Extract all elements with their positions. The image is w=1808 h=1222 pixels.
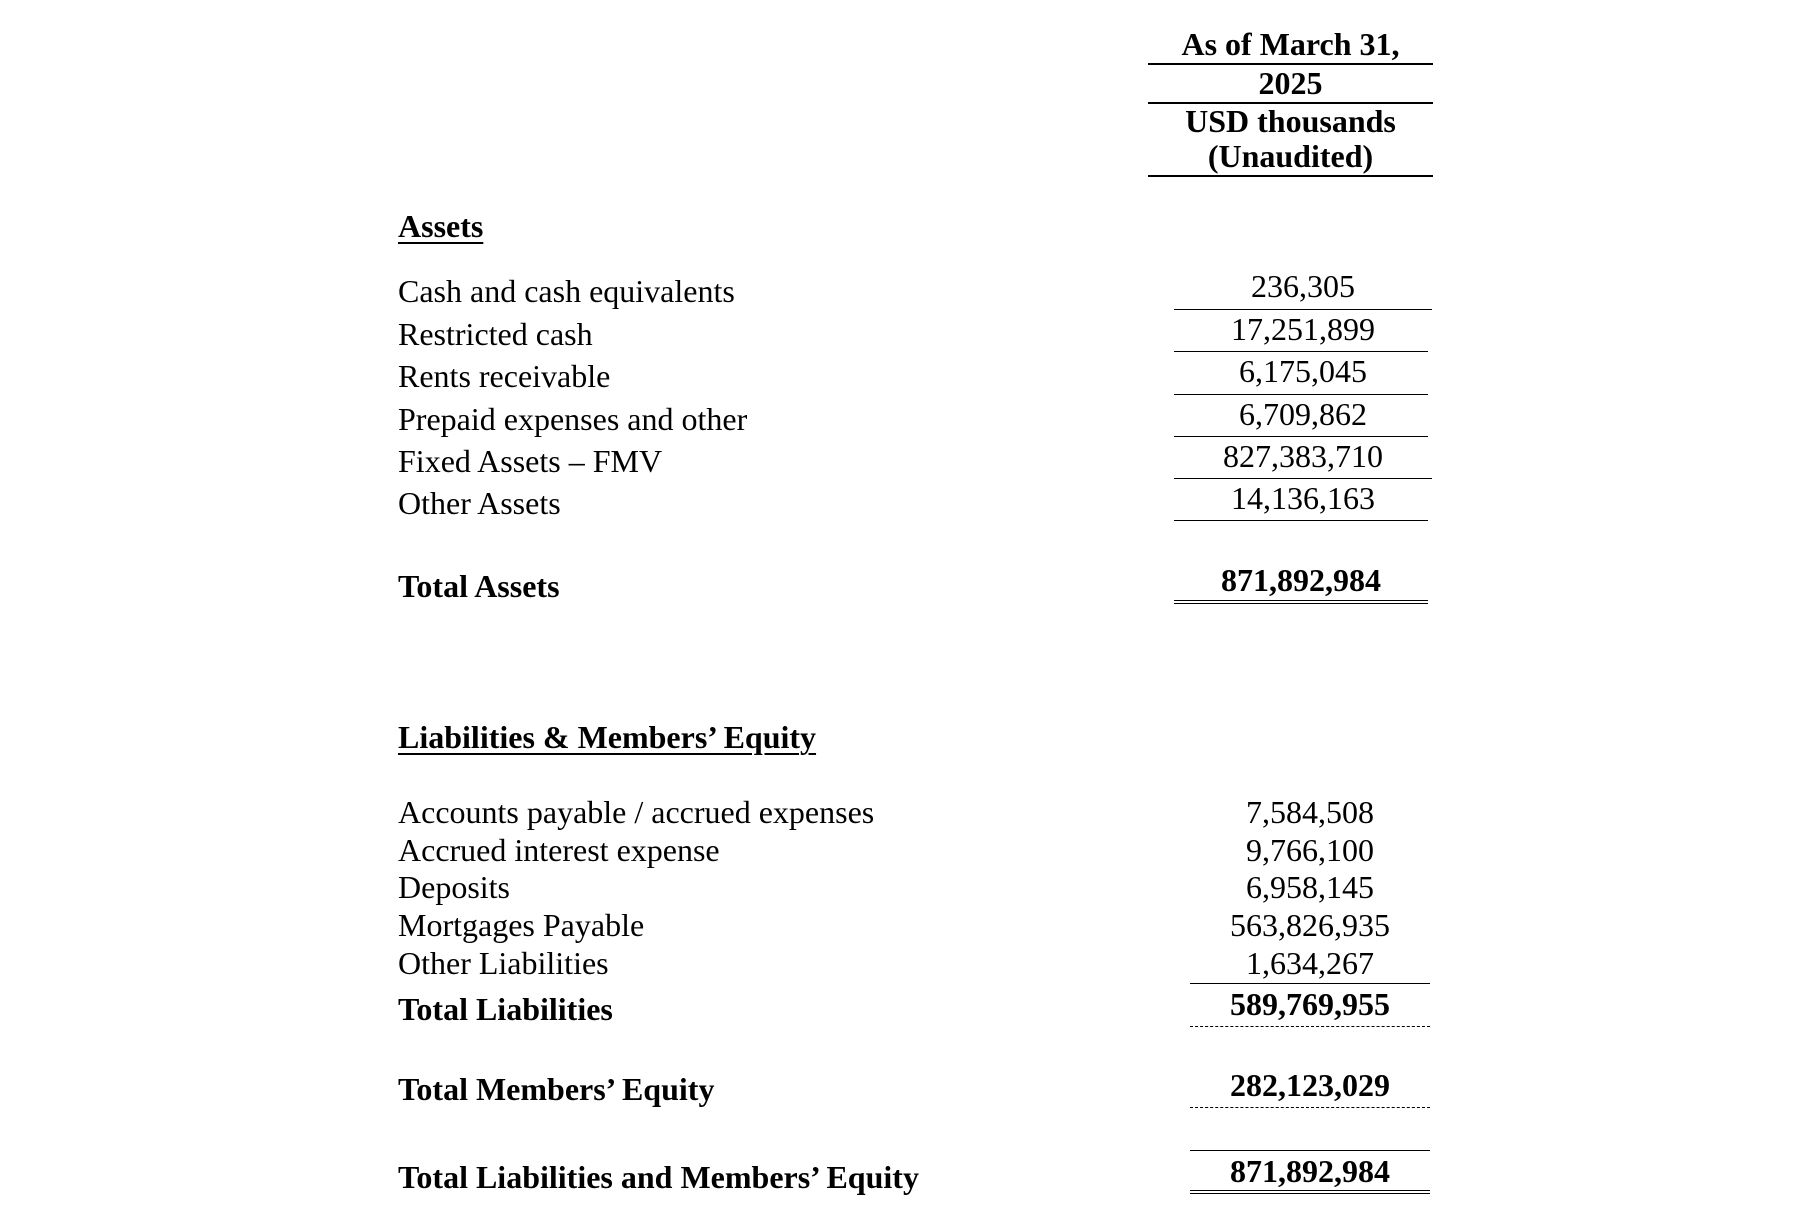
rule <box>1190 983 1430 984</box>
column-header <box>1148 22 1433 177</box>
total-liabilities-label: Total Liabilities <box>398 991 613 1027</box>
asset-label-prepaid: Prepaid expenses and other <box>398 401 748 437</box>
asset-label-cash: Cash and cash equivalents <box>398 273 735 309</box>
asset-value-rents-receivable: 6,175,045 <box>1239 353 1367 389</box>
asset-label-rents-receivable: Rents receivable <box>398 358 611 394</box>
total-liabilities-value: 589,769,955 <box>1230 986 1390 1022</box>
rule <box>1190 1150 1430 1151</box>
liability-label-accrued-interest: Accrued interest expense <box>398 832 720 868</box>
double-rule <box>1190 1190 1430 1194</box>
total-assets-value: 871,892,984 <box>1221 562 1381 598</box>
asset-value-prepaid: 6,709,862 <box>1239 396 1367 432</box>
asset-label-fixed-assets: Fixed Assets – FMV <box>398 443 663 479</box>
rule <box>1174 394 1428 395</box>
header-line-4: (Unaudited) <box>1207 138 1374 174</box>
liability-value-other: 1,634,267 <box>1246 945 1374 981</box>
header-line-3: USD thousands <box>1185 103 1396 139</box>
total-assets-label: Total Assets <box>398 568 560 604</box>
grand-total-label: Total Liabilities and Members’ Equity <box>398 1159 919 1195</box>
asset-value-other-assets: 14,136,163 <box>1231 480 1375 516</box>
header-line-2: 2025 <box>1258 65 1323 101</box>
rule <box>1174 478 1432 479</box>
double-rule <box>1174 600 1428 604</box>
asset-label-restricted-cash: Restricted cash <box>398 316 593 352</box>
total-equity-value: 282,123,029 <box>1230 1067 1390 1103</box>
rule <box>1174 436 1428 437</box>
dashed-rule <box>1190 1026 1430 1027</box>
rule <box>1174 520 1428 521</box>
total-equity-label: Total Members’ Equity <box>398 1071 715 1107</box>
asset-value-restricted-cash: 17,251,899 <box>1231 311 1375 347</box>
liability-value-accrued-interest: 9,766,100 <box>1246 832 1374 868</box>
liability-value-deposits: 6,958,145 <box>1246 869 1374 905</box>
assets-heading: Assets <box>398 208 484 244</box>
liability-label-accounts-payable: Accounts payable / accrued expenses <box>398 794 875 830</box>
liability-label-mortgages: Mortgages Payable <box>398 907 645 943</box>
asset-value-fixed-assets: 827,383,710 <box>1223 438 1383 474</box>
rule <box>1174 309 1432 310</box>
liability-label-deposits: Deposits <box>398 869 510 905</box>
liabilities-heading: Liabilities & Members’ Equity <box>398 719 817 755</box>
liability-label-other: Other Liabilities <box>398 945 609 981</box>
grand-total-value: 871,892,984 <box>1230 1153 1390 1189</box>
asset-label-other-assets: Other Assets <box>398 485 561 521</box>
dashed-rule <box>1190 1107 1430 1108</box>
liability-value-mortgages: 563,826,935 <box>1230 907 1390 943</box>
rule <box>1174 351 1428 352</box>
liability-value-accounts-payable: 7,584,508 <box>1246 794 1374 830</box>
asset-value-cash: 236,305 <box>1251 268 1355 304</box>
header-line-1: As of March 31, <box>1181 26 1400 62</box>
